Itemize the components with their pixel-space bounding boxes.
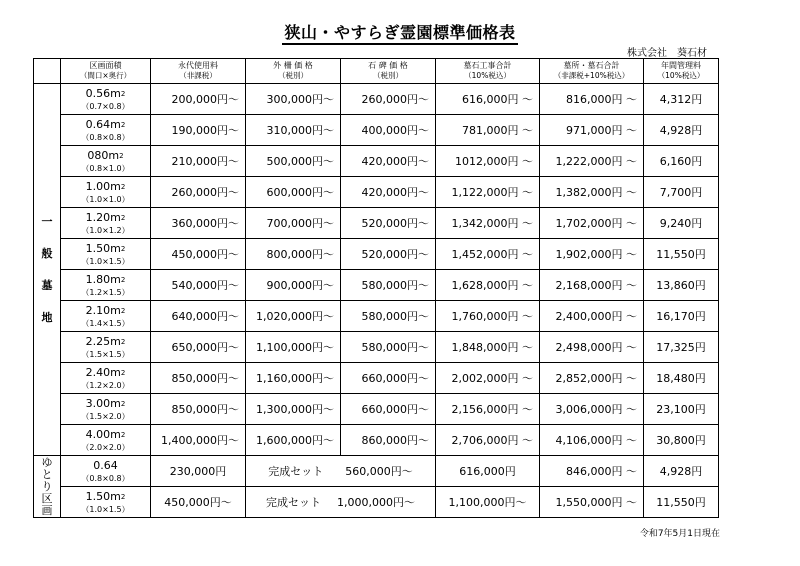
general-label-char: 墓 [41,278,53,292]
stone-price-cell: 660,000円～ [341,394,436,425]
table-row [34,146,719,177]
grand-total-cell: 3,006,000円 ～ [540,394,644,425]
unit-superscript: 2 [120,90,126,98]
price-table [33,58,719,518]
permanent-fee-cell: 260,000円～ [151,177,246,208]
header-category [34,59,61,84]
construction-total-cell: 781,000円 ～ [436,115,540,146]
fence-price-cell: 500,000円～ [246,146,341,177]
stone-price-cell: 260,000円～ [341,84,436,115]
general-label-char: 地 [41,310,53,324]
header-construction-total: 墓石工事合計 （10%税込） [436,59,540,84]
fence-price-cell: 310,000円～ [246,115,341,146]
unit-superscript: 2 [120,338,126,346]
header-row [34,59,719,84]
header-permanent-fee: 永代使用料 （非課税） [151,59,246,84]
area-dimensions: （1.0×1.2） [81,226,130,235]
permanent-fee-cell: 210,000円～ [151,146,246,177]
annual-fee-cell: 18,480円 [644,363,719,394]
table-row [34,84,719,115]
stone-price-cell: 580,000円～ [341,332,436,363]
construction-total-cell: 1,342,000円 ～ [436,208,540,239]
annual-fee-cell: 11,550円 [644,487,719,518]
annual-fee-cell: 13,860円 [644,270,719,301]
area-dimensions: （1.2×2.0） [81,381,130,390]
area-dimensions: （1.0×1.5） [81,505,130,514]
area-dimensions: （0.8×0.8） [81,474,130,483]
permanent-fee-cell: 650,000円～ [151,332,246,363]
permanent-fee-cell: 640,000円～ [151,301,246,332]
fence-price-cell: 900,000円～ [246,270,341,301]
complete-set-cell [246,487,436,518]
unit-superscript: 2 [120,121,126,129]
construction-total-cell: 1,848,000円 ～ [436,332,540,363]
table-row [34,332,719,363]
unit-superscript: 2 [120,400,126,408]
area-value: $2.40m^2$ [85,366,126,379]
complete-set-price: 560,000円～ [345,465,413,478]
complete-set-cell [246,456,436,487]
construction-total-cell: 1,452,000円 ～ [436,239,540,270]
annual-fee-cell: 9,240円 [644,208,719,239]
fence-price-cell: 1,160,000円～ [246,363,341,394]
permanent-fee-cell: 200,000円～ [151,84,246,115]
area-value: $1.00m^2$ [85,180,126,193]
grand-total-cell: 2,498,000円 ～ [540,332,644,363]
area-value: $2.25m^2$ [85,335,126,348]
stone-price-cell: 520,000円～ [341,208,436,239]
area-dimensions: （1.5×1.5） [81,350,130,359]
annual-fee-cell: 4,928円 [644,115,719,146]
complete-set-price: 1,000,000円～ [337,496,415,509]
area-value: $0.64m^2$ [85,118,126,131]
annual-fee-cell: 4,928円 [644,456,719,487]
area-dimensions: （1.4×1.5） [81,319,130,328]
unit-superscript: 2 [120,307,126,315]
area-dimensions: （1.5×2.0） [81,412,130,421]
area-value: $3.00m^2$ [85,397,126,410]
grand-total-cell: 1,902,000円 ～ [540,239,644,270]
area-cell [61,394,151,425]
area-cell [61,270,151,301]
grand-total-cell: 2,400,000円 ～ [540,301,644,332]
area-cell [61,456,151,487]
area-value: $1.50m^2$ [85,490,126,503]
area-cell [61,84,151,115]
table-row [34,115,719,146]
fence-price-cell: 1,600,000円～ [246,425,341,456]
grand-total-cell: 1,550,000円 ～ [540,487,644,518]
header-grand-total: 墓所・墓石合計 （非課税+10%税込） [540,59,644,84]
permanent-fee-cell: 190,000円～ [151,115,246,146]
construction-total-cell: 1,122,000円 ～ [436,177,540,208]
yutori-label-char: り [41,479,53,493]
construction-total-cell: 2,002,000円 ～ [436,363,540,394]
table-row [34,239,719,270]
complete-set-label: 完成セット [266,496,321,509]
stone-price-cell: 580,000円～ [341,301,436,332]
unit-superscript: 2 [120,369,126,377]
company-name: 株式会社 葵石材 [627,48,707,59]
yutori-category-label [34,456,61,518]
annual-fee-cell: 7,700円 [644,177,719,208]
area-value: $4.00m^2$ [85,428,126,441]
page-title: 狭山・やすらぎ霊園標準価格表 [0,20,800,43]
fence-price-cell: 600,000円～ [246,177,341,208]
general-label-char: 一 [41,214,53,228]
permanent-fee-cell: 1,400,000円～ [151,425,246,456]
construction-total-cell: 616,000円 ～ [436,84,540,115]
annual-fee-cell: 17,325円 [644,332,719,363]
area-dimensions: （0.8×0.8） [81,133,130,142]
table-row [34,270,719,301]
annual-fee-cell: 6,160円 [644,146,719,177]
permanent-fee-cell: 850,000円～ [151,394,246,425]
area-dimensions: （1.2×1.5） [81,288,130,297]
permanent-fee-cell: 850,000円～ [151,363,246,394]
area-dimensions: （1.0×1.0） [81,195,130,204]
yutori-label-char: と [41,467,53,481]
construction-total-cell: 1,760,000円 ～ [436,301,540,332]
grand-total-cell: 2,852,000円 ～ [540,363,644,394]
area-dimensions: （1.0×1.5） [81,257,130,266]
table-row [34,487,719,518]
area-cell [61,115,151,146]
table-row [34,425,719,456]
unit-superscript: 2 [120,493,126,501]
yutori-label-char: 画 [41,503,53,517]
area-value: $2.10m^2$ [85,304,126,317]
stone-price-cell: 420,000円～ [341,146,436,177]
table-row [34,301,719,332]
area-cell [61,146,151,177]
annual-fee-cell: 30,800円 [644,425,719,456]
header-fence-price: 外 柵 価 格 （税別） [246,59,341,84]
area-cell [61,239,151,270]
stone-price-cell: 420,000円～ [341,177,436,208]
area-value: 0.64 [93,459,118,472]
annual-fee-cell: 4,312円 [644,84,719,115]
yutori-label-char: 区 [41,491,53,505]
fence-price-cell: 800,000円～ [246,239,341,270]
construction-total-cell: 1,100,000円～ [436,487,540,518]
area-cell [61,487,151,518]
table-row [34,394,719,425]
stone-price-cell: 860,000円～ [341,425,436,456]
construction-total-cell: 2,706,000円 ～ [436,425,540,456]
permanent-fee-cell: 540,000円～ [151,270,246,301]
stone-price-cell: 580,000円～ [341,270,436,301]
table-row [34,208,719,239]
unit-superscript: 2 [119,152,124,160]
yutori-label-char: ゆ [41,455,53,469]
area-dimensions: （0.8×1.0） [81,164,130,173]
table-row [34,456,719,487]
general-label-char: 般 [41,246,53,260]
area-cell [61,363,151,394]
unit-superscript: 2 [120,214,126,222]
permanent-fee-cell: 360,000円～ [151,208,246,239]
area-cell [61,332,151,363]
permanent-fee-cell: 450,000円～ [151,239,246,270]
area-value: $0.56m^2$ [85,87,126,100]
stone-price-cell: 660,000円～ [341,363,436,394]
unit-superscript: 2 [120,276,126,284]
area-cell [61,208,151,239]
fence-price-cell: 700,000円～ [246,208,341,239]
area-value: $1.20m^2$ [85,211,126,224]
construction-total-cell: 1012,000円 ～ [436,146,540,177]
grand-total-cell: 971,000円 ～ [540,115,644,146]
area-cell [61,425,151,456]
header-area: 区画面積 （間口×奥行） [61,59,151,84]
permanent-fee-cell: 230,000円 [151,456,246,487]
general-category-label [34,84,61,456]
annual-fee-cell: 23,100円 [644,394,719,425]
stone-price-cell: 520,000円～ [341,239,436,270]
area-value: $080m^2$ [87,149,124,162]
fence-price-cell: 1,020,000円～ [246,301,341,332]
table-row [34,177,719,208]
header-annual-fee: 年間管理料 （10%税込） [644,59,719,84]
unit-superscript: 2 [120,245,126,253]
permanent-fee-cell: 450,000円～ [151,487,246,518]
grand-total-cell: 4,106,000円 ～ [540,425,644,456]
grand-total-cell: 846,000円 ～ [540,456,644,487]
area-value: $1.80m^2$ [85,273,126,286]
complete-set-label: 完成セット [268,465,324,478]
fence-price-cell: 1,100,000円～ [246,332,341,363]
annual-fee-cell: 11,550円 [644,239,719,270]
construction-total-cell: 616,000円 [436,456,540,487]
fence-price-cell: 300,000円～ [246,84,341,115]
annual-fee-cell: 16,170円 [644,301,719,332]
grand-total-cell: 1,382,000円 ～ [540,177,644,208]
table-row [34,363,719,394]
area-dimensions: （0.7×0.8） [81,102,130,111]
header-stone-price: 石 碑 価 格 （税別） [341,59,436,84]
unit-superscript: 2 [120,183,126,191]
area-dimensions: （2.0×2.0） [81,443,130,452]
construction-total-cell: 1,628,000円 ～ [436,270,540,301]
grand-total-cell: 1,222,000円 ～ [540,146,644,177]
grand-total-cell: 2,168,000円 ～ [540,270,644,301]
stone-price-cell: 400,000円～ [341,115,436,146]
area-cell [61,301,151,332]
fence-price-cell: 1,300,000円～ [246,394,341,425]
unit-superscript: 2 [120,431,126,439]
grand-total-cell: 1,702,000円 ～ [540,208,644,239]
area-value: $1.50m^2$ [85,242,126,255]
construction-total-cell: 2,156,000円 ～ [436,394,540,425]
grand-total-cell: 816,000円 ～ [540,84,644,115]
effective-date: 令和7年5月1日現在 [639,529,720,539]
area-cell [61,177,151,208]
